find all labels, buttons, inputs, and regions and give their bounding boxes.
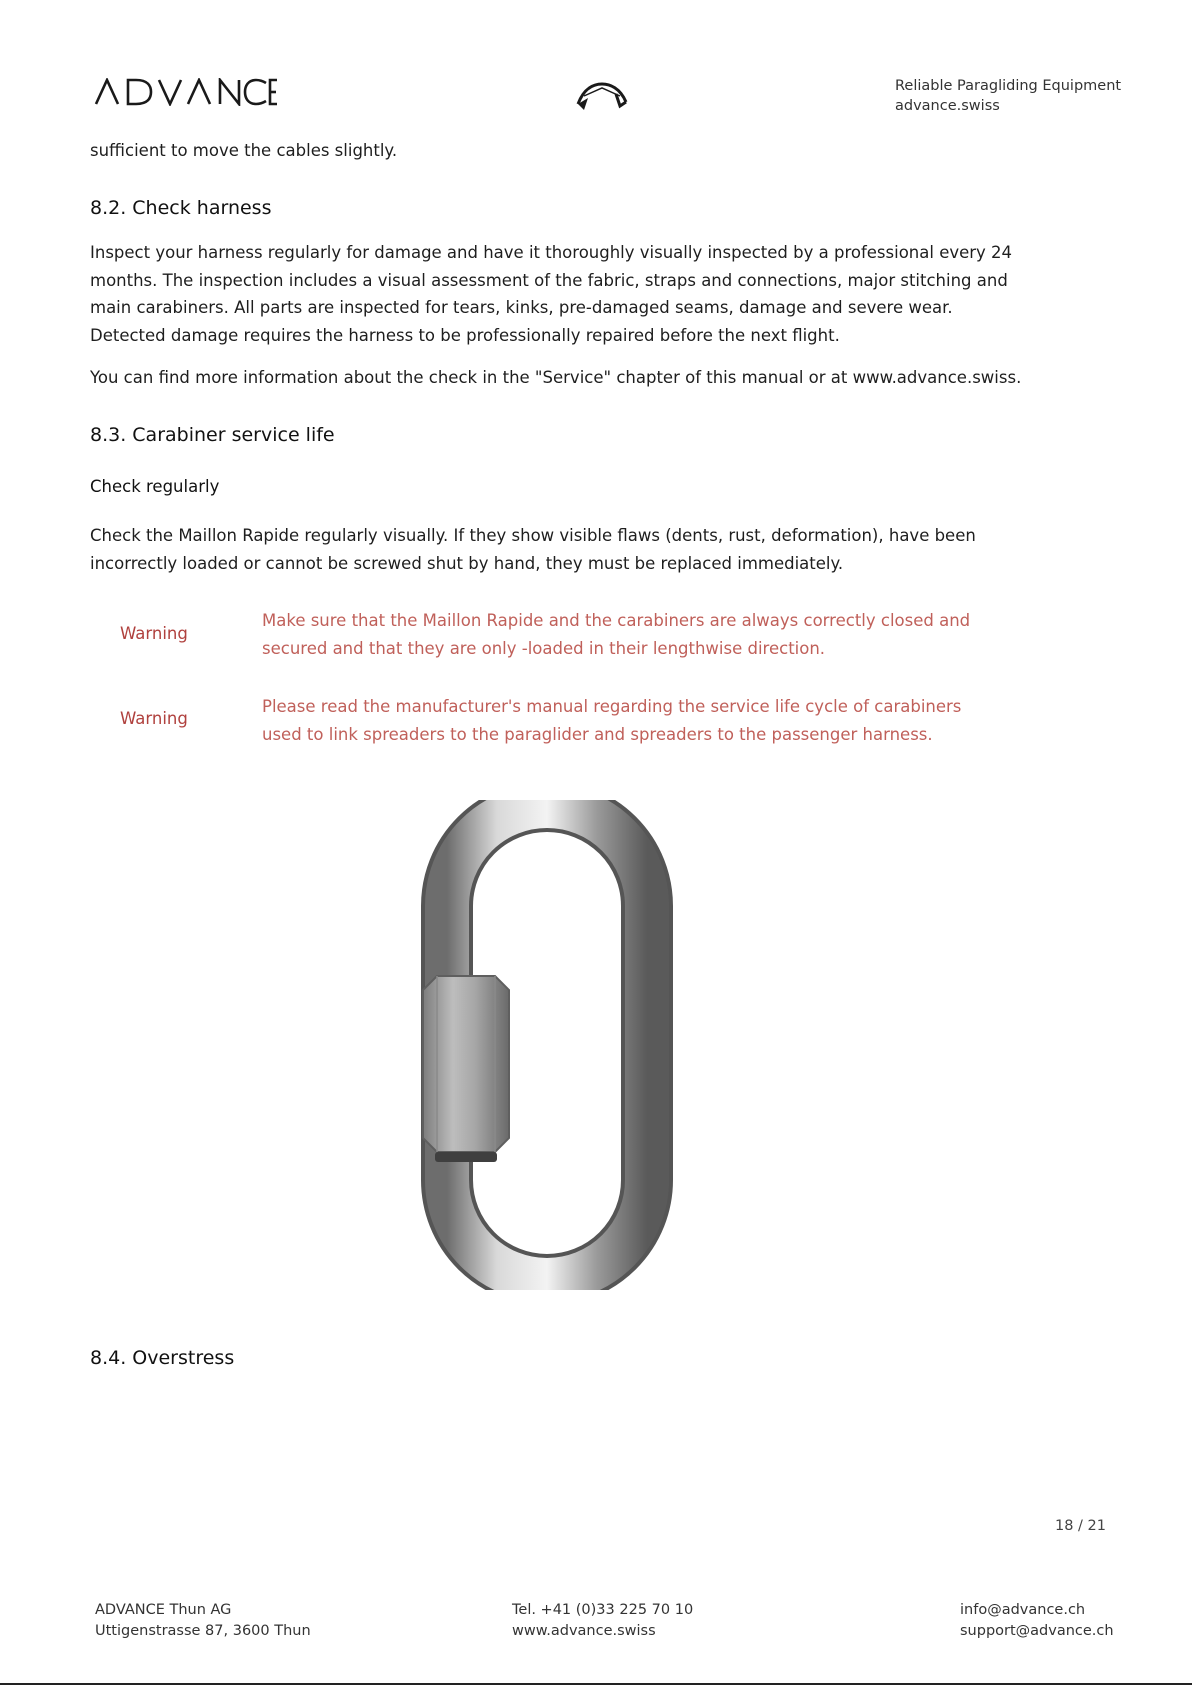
page-number: 18 / 21 — [1054, 1518, 1106, 1534]
footer-contact-block — [512, 1600, 693, 1642]
maillon-rapide-carabiner-photo — [415, 800, 685, 1290]
footer-tel[interactable]: Tel. +41 (0)33 225 70 10 — [512, 1602, 694, 1618]
warning-text: Please read the manufacturer's manual regarding the service life cycle of carabiners used to link spreaders to the paraglider and spreaders to the passenger harness. — [262, 697, 962, 744]
section-8-2-heading: 8.2. Check harness — [90, 197, 272, 219]
section-8-3-subheading: Check regularly — [90, 477, 220, 496]
tagline-text: Reliable Paragliding Equipment — [895, 78, 1122, 94]
footer-email-support[interactable]: support@advance.ch — [960, 1623, 1114, 1639]
section-8-2-paragraph-1: Inspect your harness regularly for damage and have it thoroughly visually inspected by a professional every 24 months. The inspection includes a visual assessment of the fabric, straps and connections, major stitching and main carabiners. All parts are inspected for tears, kinks, pre-damaged seams, damage and severe wear. Detected damage requires the harness to be professionally repaired before the next flight. — [90, 243, 1013, 345]
footer-email-block — [960, 1600, 1114, 1642]
header-website[interactable]: advance.swiss — [895, 98, 1000, 114]
advance-logo — [94, 78, 278, 106]
section-8-3-paragraph: Check the Maillon Rapide regularly visually. If they show visible flaws (dents, rust, deformation), have been incorrectly loaded or cannot be screwed shut by hand, they must be replaced immediately. — [90, 526, 976, 573]
footer-email-info[interactable]: info@advance.ch — [960, 1602, 1086, 1618]
section-8-2-paragraph-2: You can find more information about the check in the "Service" chapter of this manual or at www.advance.swiss. — [90, 368, 1022, 387]
section-8-3-heading: 8.3. Carabiner service life — [90, 424, 335, 446]
footer-web[interactable]: www.advance.swiss — [512, 1623, 656, 1639]
footer-address: Uttigenstrasse 87, 3600 Thun — [95, 1623, 311, 1639]
glider-wing-emblem-icon — [574, 82, 630, 112]
footer-company-block — [95, 1600, 311, 1642]
warning-label: Warning — [120, 709, 188, 728]
warning-text: Make sure that the Maillon Rapide and the carabiners are always correctly closed and secured and that they are only -loaded in their lengthwise direction. — [262, 611, 971, 658]
footer-company: ADVANCE Thun AG — [95, 1602, 232, 1618]
header-tagline — [895, 76, 1121, 116]
continued-paragraph: sufficient to move the cables slightly. — [90, 141, 398, 160]
warning-label: Warning — [120, 624, 188, 643]
section-8-4-heading: 8.4. Overstress — [90, 1347, 235, 1369]
